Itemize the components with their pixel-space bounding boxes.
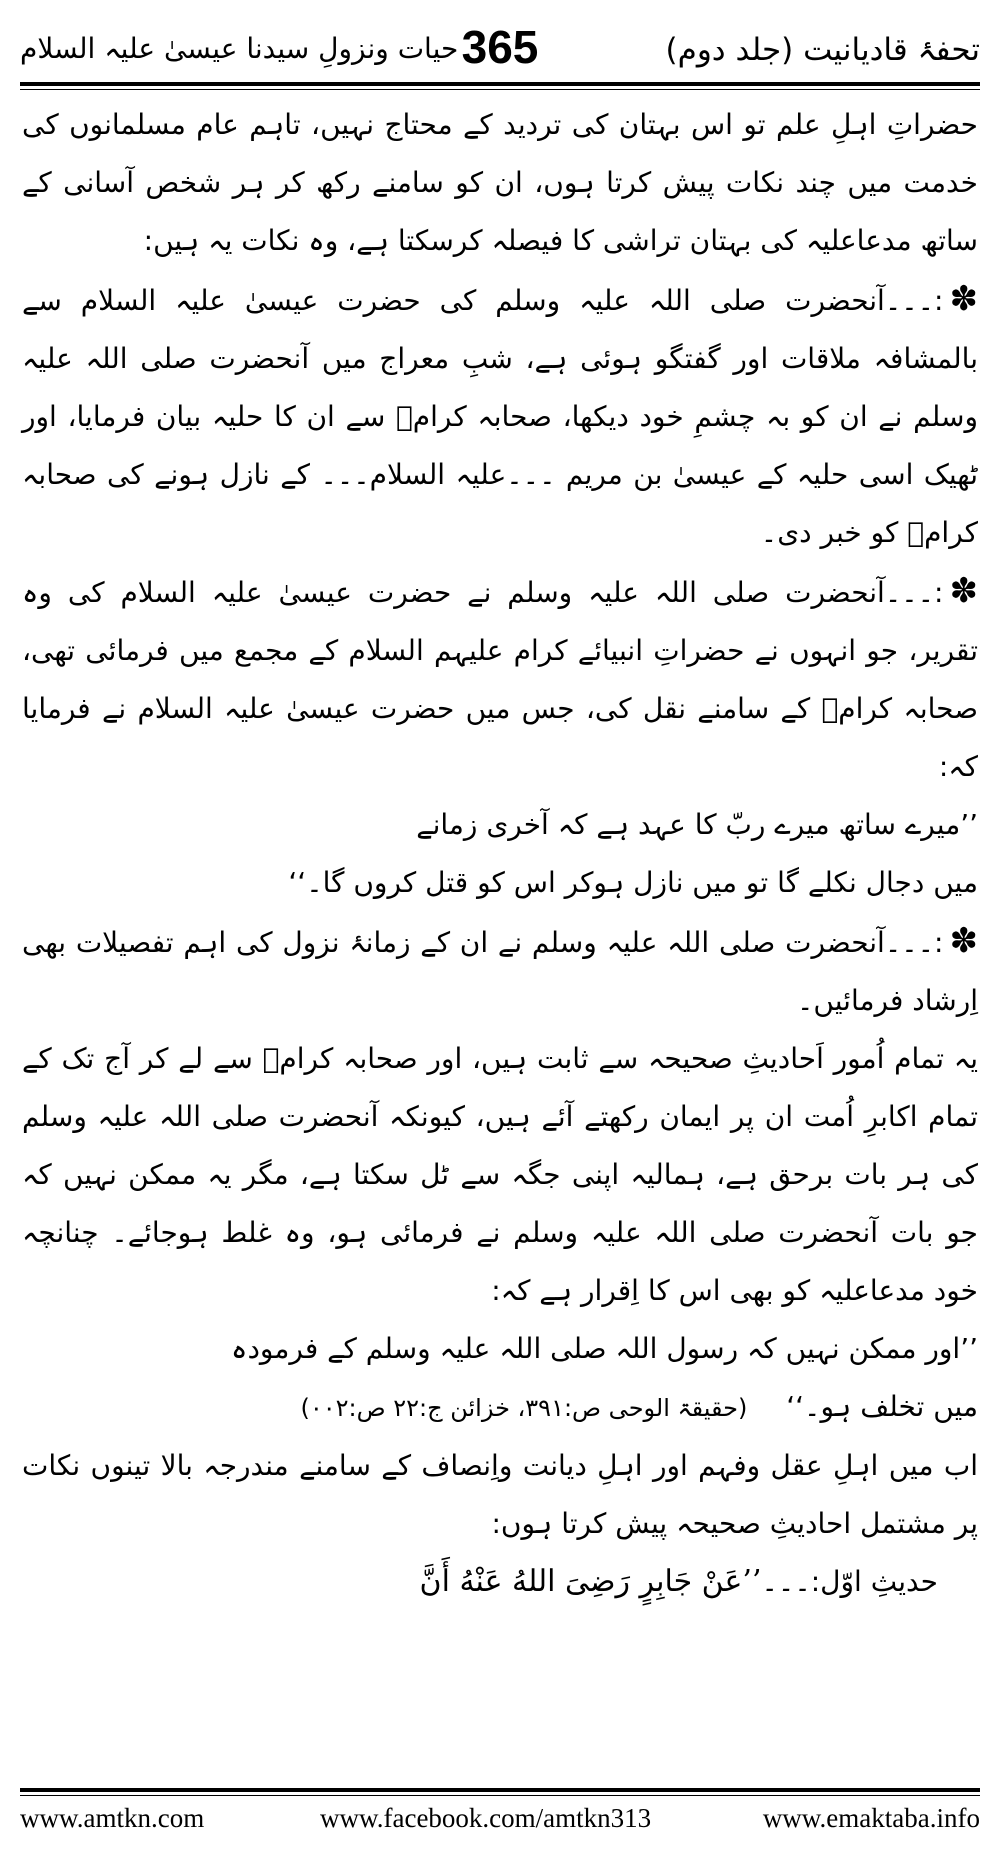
section-title: حیات ونزولِ سیدنا عیسیٰ علیہ السلام bbox=[20, 32, 459, 65]
paragraph-3: اب میں اہلِ عقل وفہم اور اہلِ دیانت واِنصاف کے سامنے مندرجہ بالا تینوں نکات پر مشتمل احادیثِ صحیحہ پیش کرتا ہوں: bbox=[22, 1449, 978, 1540]
hadith-label: حدیثِ اوّل:۔۔۔ bbox=[761, 1565, 938, 1598]
intro-paragraph: حضراتِ اہلِ علم تو اس بہتان کی تردید کے محتاج نہیں، تاہم عام مسلمانوں کی خدمت میں چند نکات پیش کرتا ہوں، ان کو سامنے رکھ کر ہر شخص آسانی کے ساتھ مدعاعلیہ کی بہتان تراشی کا فیصلہ کرسکتا ہے، وہ نکات یہ ہیں: bbox=[22, 108, 978, 257]
footer-link-emaktaba[interactable]: www.emaktaba.info bbox=[762, 1803, 980, 1833]
paragraph-2: یہ تمام اُمور اَحادیثِ صحیحہ سے ثابت ہیں، اور صحابہ کرامؓ سے لے کر آج تک کے تمام اکابرِ اُمت ان پر ایمان رکھتے آئے ہیں، کیونکہ آنحضرت صلی اللہ علیہ وسلم کی ہر بات برحق ہے، ہمالیہ اپنی جگہ سے ٹل سکتا ہے، مگر یہ ممکن نہیں کہ جو بات آنحضرت صلی اللہ علیہ وسلم نے فرمائی ہو، وہ غلط ہوجائے۔ چنانچہ خود مدعاعلیہ کو بھی اس کا اِقرار ہے کہ: bbox=[22, 1042, 978, 1307]
page-header bbox=[20, 18, 980, 78]
asterisk-icon: ✽ bbox=[949, 921, 978, 961]
page-footer bbox=[20, 1803, 980, 1843]
quote-2-reference: (حقیقۃ الوحی ص:۳۹۱، خزائن ج:۲۲ ص:۰۰۲) bbox=[300, 1394, 748, 1422]
point-3-text: :۔۔۔آنحضرت صلی اللہ علیہ وسلم نے ان کے زمانۂ نزول کی اہم تفصیلات بھی اِرشاد فرمائیں۔ bbox=[22, 926, 978, 1017]
point-2-text: :۔۔۔آنحضرت صلی اللہ علیہ وسلم نے حضرت عیسیٰ علیہ السلام کی وہ تقریر، جو انہوں نے حضراتِ انبیائے کرام علیہم السلام کے مجمع میں فرمائی تھی، صحابہ کرامؓ کے سامنے نقل کی، جس میں حضرت عیسیٰ علیہ السلام نے فرمایا کہ: bbox=[22, 576, 978, 783]
page-number: 365 bbox=[461, 21, 539, 73]
page-body bbox=[22, 96, 978, 1756]
header-rule-thin bbox=[20, 89, 980, 90]
footer-rule-thick bbox=[20, 1788, 980, 1792]
hadith-heading bbox=[22, 1553, 978, 1611]
quote-1-line-1: ’’میرے ساتھ میرے ربّ کا عہد ہے کہ آخری زمانے bbox=[416, 808, 978, 841]
quote-2-line-2-text: میں تخلف ہو۔‘‘ bbox=[786, 1390, 978, 1423]
header-rule-thick bbox=[20, 82, 980, 86]
quote-2-line-1: ’’اور ممکن نہیں کہ رسول اللہ صلی اللہ علیہ وسلم کے فرمودہ bbox=[231, 1332, 978, 1365]
point-3 bbox=[22, 912, 978, 1030]
hadith-arabic: ’’عَنْ جَابِرٍ رَضِیَ اللهُ عَنْهُ أَنَّ bbox=[419, 1564, 762, 1599]
point-1-text: :۔۔۔آنحضرت صلی اللہ علیہ وسلم کی حضرت عیسیٰ علیہ السلام سے بالمشافہ ملاقات اور گفتگو ہوئی ہے، شبِ معراج میں آنحضرت صلی اللہ علیہ وسلم نے ان کو بہ چشمِ خود دیکھا، صحابہ کرامؓ سے ان کا حلیہ بیان فرمایا، اور ٹھیک اسی حلیہ کے عیسیٰ بن مریم ۔۔۔علیہ السلام۔۔۔ کے نازل ہونے کی صحابہ کرامؓ کو خبر دی۔ bbox=[22, 284, 978, 549]
point-1 bbox=[22, 270, 978, 562]
point-2 bbox=[22, 562, 978, 796]
asterisk-icon: ✽ bbox=[949, 571, 978, 611]
asterisk-icon: ✽ bbox=[949, 279, 978, 319]
quote-1-line-2: میں دجال نکلے گا تو میں نازل ہوکر اس کو قتل کروں گا۔‘‘ bbox=[288, 866, 978, 899]
quote-2-line-2 bbox=[22, 1378, 978, 1437]
footer-rule-thin bbox=[20, 1795, 980, 1796]
book-title: تحفۂ قادیانیت (جلد دوم) bbox=[665, 32, 980, 68]
footer-link-amtkn[interactable]: www.amtkn.com bbox=[20, 1803, 205, 1833]
footer-link-facebook[interactable]: www.facebook.com/amtkn313 bbox=[320, 1803, 652, 1833]
